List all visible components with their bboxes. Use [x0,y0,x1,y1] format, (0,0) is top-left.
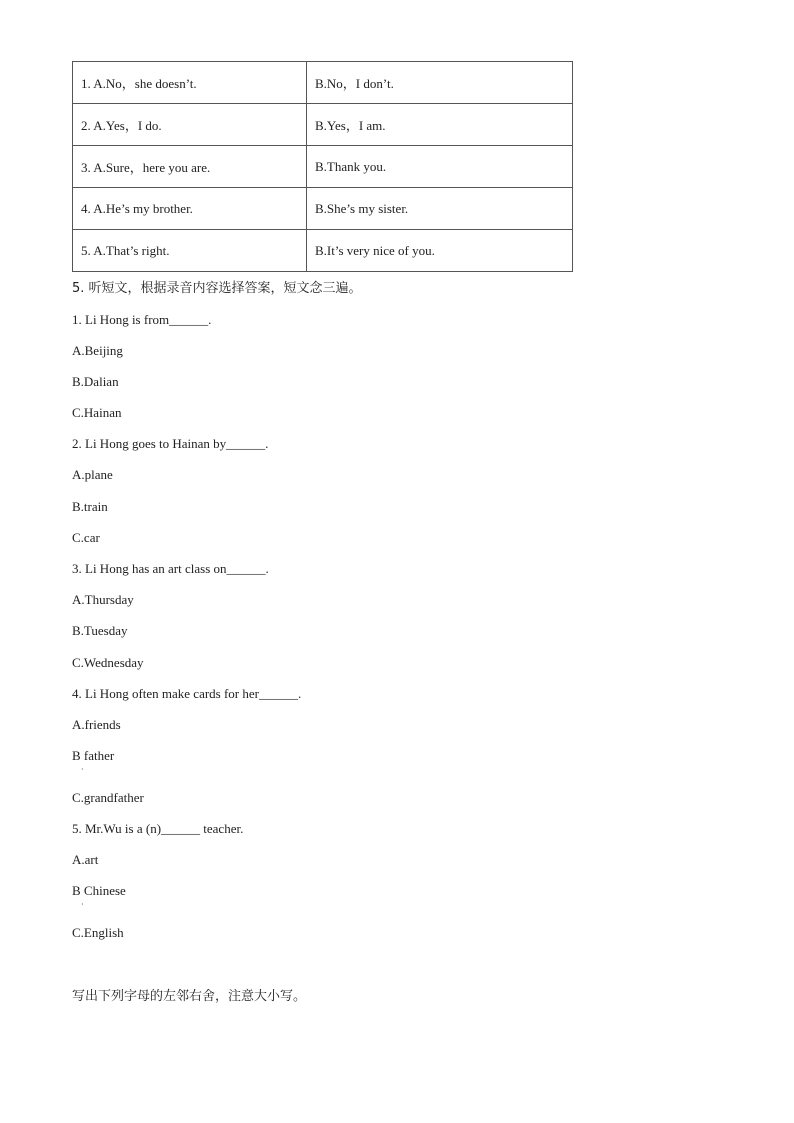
dot-mark: · [81,900,84,909]
option-b-cell: B.Yes，I am. [307,104,573,146]
question-5-option-b: B Chinese [72,883,126,898]
dot-mark: · [81,765,84,774]
question-1-option-a: A.Beijing [72,343,123,358]
question-2: 2. Li Hong goes to Hainan by______. [72,436,269,451]
question-5-option-a: A.art [72,852,99,867]
question-3-option-c: C.Wednesday [72,655,144,670]
question-2-option-c: C.car [72,530,100,545]
option-a-cell: 2. A.Yes，I do. [73,104,307,146]
question-1-option-b: B.Dalian [72,374,119,389]
question-5-option-c: C.English [72,925,124,940]
table-row [73,230,573,272]
question-2-option-a: A.plane [72,467,113,482]
option-b-cell: B.She’s my sister. [307,188,573,230]
question-3-option-b: B.Tuesday [72,623,128,638]
table-row [73,62,573,104]
question-3: 3. Li Hong has an art class on______. [72,561,269,576]
option-a-cell: 4. A.He’s my brother. [73,188,307,230]
question-3-option-a: A.Thursday [72,592,134,607]
option-b-cell: B.Thank you. [307,146,573,188]
question-4-option-b: B father [72,748,115,763]
table-row [73,188,573,230]
response-choice-table [72,61,573,272]
question-1: 1. Li Hong is from______. [72,312,212,327]
table-row [73,146,573,188]
next-section-heading: 写出下列字母的左邻右舍，注意大小写。 [72,989,307,1004]
section-5-heading: 5. 听短文，根据录音内容选择答案，短文念三遍。 [72,281,362,296]
question-5: 5. Mr.Wu is a (n)______ teacher. [72,821,244,836]
option-a-cell: 3. A.Sure，here you are. [73,146,307,188]
table-row [73,104,573,146]
question-1-option-c: C.Hainan [72,405,122,420]
question-2-option-b: B.train [72,499,108,514]
option-a-cell: 1. A.No，she doesn’t. [73,62,307,104]
option-a-cell: 5. A.That’s right. [73,230,307,272]
question-4-option-a: A.friends [72,717,121,732]
option-b-cell: B.It’s very nice of you. [307,230,573,272]
option-b-cell: B.No，I don’t. [307,62,573,104]
question-4: 4. Li Hong often make cards for her______. [72,686,302,701]
question-4-option-c: C.grandfather [72,790,144,805]
